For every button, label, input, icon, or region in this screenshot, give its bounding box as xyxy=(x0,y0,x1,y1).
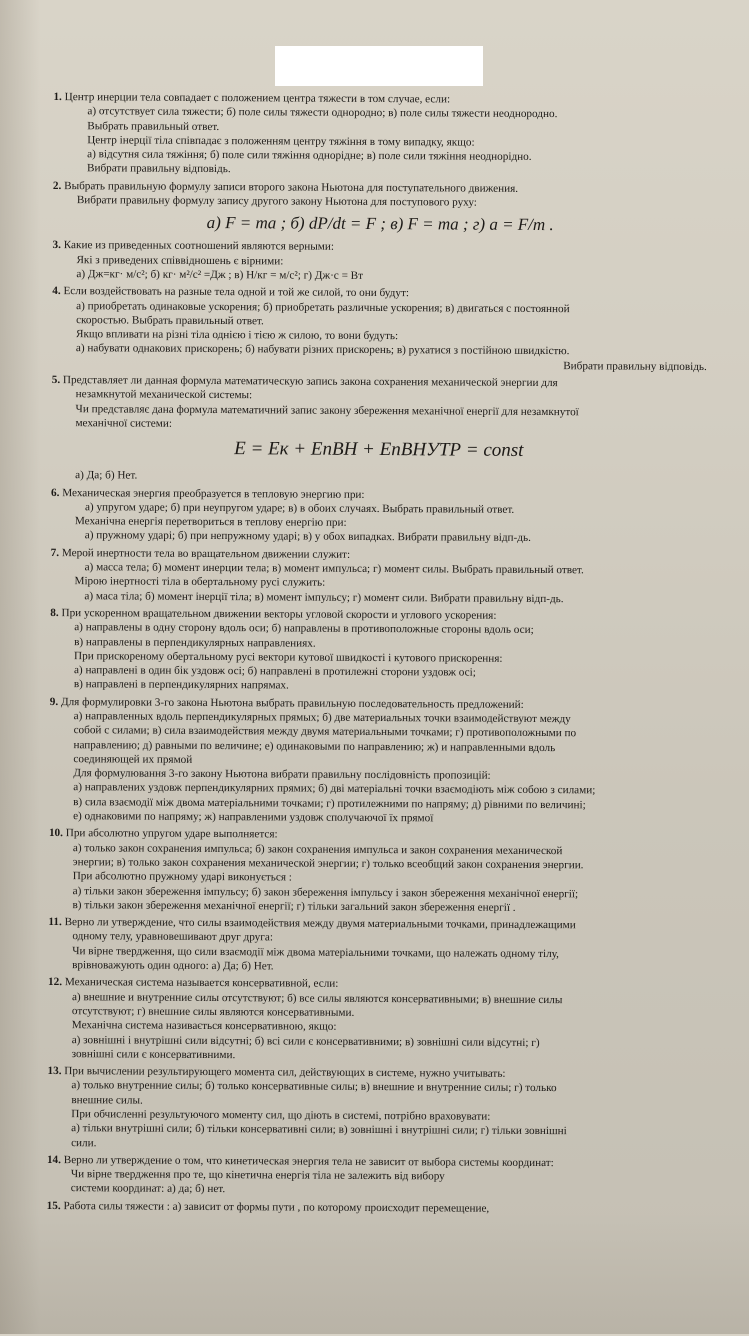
question-text-line: а) маса тіла; б) момент інерції тіла; в) момент імпульсу; г) момент сили. Вибрати правильну відп-дь. xyxy=(84,589,564,605)
question-text-line: Механічна енергія перетвориться в теплову енергію при: xyxy=(74,515,347,529)
question-text-line: а) масса тела; б) момент инерции тела; в) момент импульса; г) момент силы. Выбрать правильный ответ. xyxy=(84,561,584,577)
question-text: Какие из приведенных соотношений являются верными: xyxy=(63,239,335,254)
question-text-line: а) упругом ударе; б) при неупругом ударе; в) в обоих случаях. Выбрать правильный ответ. xyxy=(84,501,515,516)
question-text: Верно ли утверждение, что силы взаимодействия между двумя материальными точками, принадлежащими xyxy=(64,916,576,932)
question-text-line: скоростью. Выбрать правильный ответ. xyxy=(76,314,264,328)
question-text-line: а) только внутренние силы; б) только консервативные силы; в) внешние и внутренние силы; г) только xyxy=(71,1079,557,1095)
question-text-line: а) отсутствует сила тяжести; б) поле силы тяжести однородно; в) поле силы тяжести неоднородно. xyxy=(87,105,558,121)
question-number: 10. xyxy=(48,827,66,840)
question-text-line: механічної системи: xyxy=(75,417,172,430)
formula-options: а) F = ma ; б) dP/dt = F ; в) F = ma ; г) a = F/m . xyxy=(206,213,554,235)
question-number: 3. xyxy=(52,239,64,252)
question-text-line: энергии; в) только закон сохранения механической энергии; г) только всеобщий закон сохранения энергии. xyxy=(72,856,584,872)
question-text-line: Центр інерції тіла співпадає з положенням центру тяжіння в тому випадку, якщо: xyxy=(87,134,475,149)
question-text-line: а) тільки внутрішні сили; б) тільки консервативні сили; в) зовнішні і внутрішні сили; г) тільки зовнішні xyxy=(71,1122,567,1138)
question-number: 15. xyxy=(46,1199,64,1212)
question-text-line: Для формулювання 3-го закону Ньютона вибрати правильну послідовність пропозицій: xyxy=(73,767,491,782)
question-text-line: отсутствуют; г) внешние силы являются консервативными. xyxy=(71,1005,355,1019)
question-block xyxy=(48,915,703,976)
question-text-line: собой с силами; в) сила взаимодействия между двумя материальными точками; г) противоположными по xyxy=(73,724,577,740)
question-text-line: а) пружному ударі; б) при непружному ударі; в) у обох випадках. Вибрати правильну відп-дь. xyxy=(84,529,531,545)
question-block xyxy=(51,486,706,547)
question-text-line: Выбрать правильный ответ. xyxy=(87,119,220,133)
question-text-line: направлению; д) равными по величине; е) одинаковыми по направлению; ж) и направленными вдоль xyxy=(73,738,556,754)
question-text-line: а) Да; б) Нет. xyxy=(75,469,138,482)
question-text-line: Механічна система називається консервативною, якщо: xyxy=(71,1019,337,1033)
question-text: Верно ли утверждение о том, что кинетическая энергия тела не зависит от выбора системы координат: xyxy=(63,1154,554,1169)
question-text-line: а) набувати однакових прискорень; б) набувати різних прискорень; в) рухатися з постійною швидкістю. xyxy=(75,342,570,358)
question-text-line: Чи вірне твердження про те, що кінетична енергія тіла не залежить від вибору xyxy=(70,1168,445,1183)
question-text-line: Чи вірне твердження, що сили взаємодії між двома матеріальними точками, що належать одному тілу, xyxy=(72,944,559,960)
question-text-line: Вибрати правильну формулу запису другого закону Ньютона для поступового руху: xyxy=(76,194,477,209)
question-text-line: При обчисленні результуючого моменту сил, що діють в системі, потрібно враховувати: xyxy=(71,1108,491,1123)
question-number: 9. xyxy=(49,695,62,708)
question-text-line: а) направлених уздовж перпендикулярних прямих; б) дві матеріальні точки взаємодіють між собою з силами; xyxy=(73,781,596,797)
question-text: Центр инерции тела совпадает с положением центра тяжести в том случае, если: xyxy=(64,91,451,106)
question-number: 11. xyxy=(48,916,65,929)
question-text-line: системи координат: а) да; б) нет. xyxy=(70,1182,226,1196)
question-text-line: одному телу, уравновешивают друг друга: xyxy=(72,930,274,944)
question-block xyxy=(47,1064,703,1154)
question-number: 4. xyxy=(52,285,64,298)
question-text: Выбрать правильную формулу записи второго закона Ньютона для поступательного движения. xyxy=(64,179,519,195)
question-text-line: а) направлені в один бік уздовж осі; б) направлені в протилежні сторони уздовж осі; xyxy=(73,664,476,679)
question-block xyxy=(50,546,705,607)
question-text-line: незамкнутой механической системы: xyxy=(75,388,253,402)
question-text-line: соединяющей их прямой xyxy=(73,753,193,766)
question-text-line: При прискореному обертальному русі вектори кутової швидкості і кутового прискорення: xyxy=(74,649,503,665)
question-text-line: Вибрати правильну відповідь. xyxy=(563,359,707,373)
question-number: 2. xyxy=(52,179,65,192)
question-number: 12. xyxy=(48,976,65,989)
question-text-line: Мірою інертності тіла в обертальному русі служить: xyxy=(74,575,326,590)
question-block xyxy=(51,373,707,486)
question-block xyxy=(48,975,704,1065)
question-text: Представляет ли данная формула математическую запись закона сохранения механической энергии для xyxy=(62,374,558,390)
question-block xyxy=(53,179,708,240)
question-text-line: а) Дж=кг· м/с²; б) кг· м²/с² =Дж ; в) Н/кг = м/с²; г) Дж·с = Вт xyxy=(76,268,364,282)
question-text-line: Чи представляє дана формула математичний запис закону збереження механічної енергії для незамкнутої xyxy=(75,402,579,418)
question-text: Механическая энергия преобразуется в тепловую энергию при: xyxy=(62,486,365,501)
question-number: 8. xyxy=(50,606,62,619)
question-text-line: а) направлены в одну сторону вдоль оси; б) направлены в противоположные стороны вдоль оси; xyxy=(74,621,534,637)
question-text: Мерой инертности тела во вращательном движении служит: xyxy=(61,546,351,561)
question-text-line: зовнішні сили є консервативними. xyxy=(71,1047,236,1061)
question-text: Работа силы тяжести : а) зависит от формы пути , по которому происходит перемещение, xyxy=(63,1199,490,1215)
question-text-line: врівноважують один одного: а) Да; б) Нет. xyxy=(72,959,274,973)
question-block xyxy=(47,1199,702,1217)
question-text: При ускоренном вращательном движении векторы угловой скорости и углового ускорения: xyxy=(61,606,497,622)
question-text-line: внешние силы. xyxy=(71,1093,143,1107)
question-block xyxy=(48,826,704,916)
question-text: Если воздействовать на разные тела одной и той же силой, то они будут: xyxy=(63,285,410,300)
question-text-line: е) однаковими по напряму; ж) направленими уздовж сполучаючої їх прямої xyxy=(73,810,434,825)
question-number: 14. xyxy=(46,1153,64,1167)
question-text-line: а) тільки закон збереження імпульсу; б) закон збереження імпульсу і закон збереження механічної енергії; xyxy=(72,884,579,900)
energy-formula: E = Eк + EпВН + EпВНУТР = const xyxy=(234,438,524,462)
question-text-line: а) зовнішні і внутрішні сили відсутні; б) всі сили є консервативними; в) зовнішні сили відсутні; г) xyxy=(71,1033,540,1049)
question-text: При абсолютно упругом ударе выполняется: xyxy=(65,827,278,841)
question-text-line: в) сила взаємодії між двома матеріальними точками; г) протилежними по напряму; д) рівними по величині; xyxy=(73,795,586,812)
question-text-line: При абсолютно пружному ударі виконується : xyxy=(72,870,292,884)
question-text-line: сили. xyxy=(71,1136,97,1149)
question-number: 13. xyxy=(47,1065,65,1078)
question-text-line: в) направлены в перпендикулярных направлениях. xyxy=(74,635,316,650)
question-block xyxy=(52,284,708,374)
question-text-line: а) направленных вдоль перпендикулярных прямых; б) две материальных точки взаимодействуют между xyxy=(73,710,571,726)
question-text-line: а) только закон сохранения импульса; б) закон сохранения импульса и закон сохранения механической xyxy=(72,841,563,857)
question-block xyxy=(49,695,705,828)
question-text-line: Вибрати правильну відповідь. xyxy=(87,162,231,176)
question-title-line xyxy=(47,1199,702,1217)
question-text-line: Якщо впливати на різні тіла однією і тією ж силою, то вони будуть: xyxy=(75,328,399,343)
question-block xyxy=(50,606,706,696)
question-text-line: а) відсутня сила тяжіння; б) поле сили тяжіння однорідне; в) поле сили тяжіння неоднорідно. xyxy=(87,148,532,164)
question-block xyxy=(53,90,709,180)
question-text: Механическая система называется консервативной, если: xyxy=(64,976,339,991)
question-number: 6. xyxy=(51,486,63,499)
question-text-line: в) тільки закон збереження механічної енергії; г) тільки загальний закон збереження енергії . xyxy=(72,899,516,914)
question-block xyxy=(47,1153,702,1200)
question-text-line: а) приобретать одинаковые ускорения; б) приобретать различные ускорения; в) двигаться с постоянной xyxy=(76,299,570,315)
question-text-line: а) внешние и внутренние силы отсутствуют; б) все силы являются консервативными; в) внешние силы xyxy=(71,990,563,1006)
question-text: При вычислении результирующего момента сил, действующих в системе, нужно учитывать: xyxy=(64,1065,506,1080)
question-number: 5. xyxy=(51,374,63,387)
question-text-line: Які з приведених співвідношень є вірними: xyxy=(76,253,284,268)
question-number: 7. xyxy=(50,546,62,559)
question-text: Для формулировки 3-го закона Ньютона выбрать правильную последовательность предложений: xyxy=(60,695,524,711)
question-number: 1. xyxy=(53,91,65,104)
question-text-line: в) направлені в перпендикулярних напрямах. xyxy=(73,678,289,692)
question-block xyxy=(52,238,707,285)
